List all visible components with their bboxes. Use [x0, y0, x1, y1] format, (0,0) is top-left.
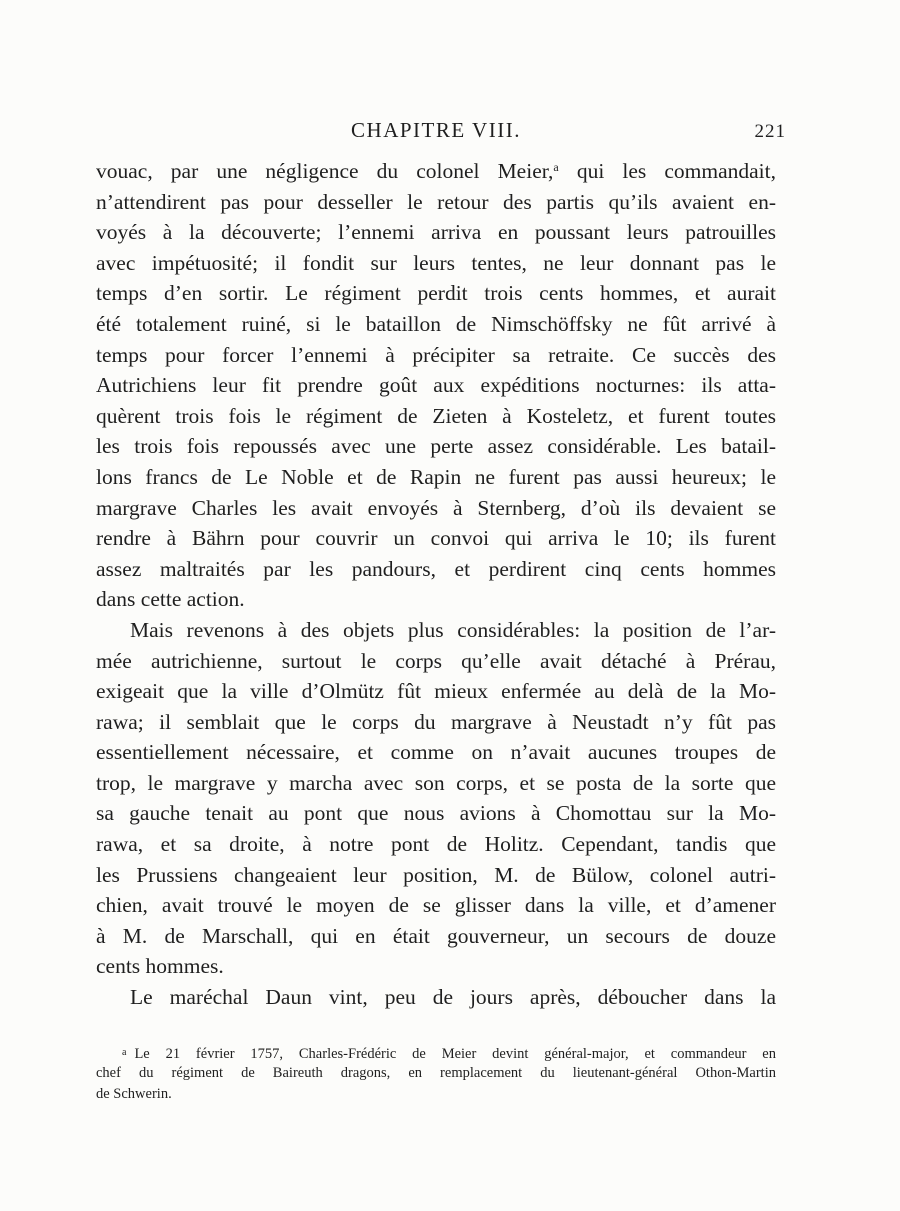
- page-number: 221: [754, 121, 786, 142]
- text-line: n’attendirent pas pour desseller le retour des partis qu’ils avaient en-: [96, 189, 776, 214]
- text-line: à M. de Marschall, qui en était gouverneur, un secours de douze: [96, 923, 776, 948]
- text-line: été totalement ruiné, si le bataillon de Nimschöffsky ne fût arrivé à: [96, 311, 776, 336]
- text-line: rawa; il semblait que le corps du margrave à Neustadt n’y fût pas: [96, 709, 776, 734]
- text-line: sa gauche tenait au pont que nous avions à Chomottau sur la Mo-: [96, 801, 776, 826]
- text-line: les trois fois repoussés avec une perte assez considérable. Les batail-: [96, 434, 776, 459]
- chapter-title: CHAPITRE VIII.: [351, 118, 521, 142]
- footnote-line: $^a$ Le 21 février 1757, Charles-Frédéric de Meier devint général-major, et commandeur en: [122, 1046, 776, 1062]
- footnote-line: de Schwerin.: [96, 1086, 172, 1102]
- paragraph-2: [96, 615, 776, 982]
- paragraph-3: [96, 982, 776, 1013]
- text-line: lons francs de Le Noble et de Rapin ne furent pas aussi heureux; le: [96, 464, 776, 489]
- text-line: Le maréchal Daun vint, peu de jours après, déboucher dans la: [130, 985, 776, 1010]
- footnote-line: chef du régiment de Baireuth dragons, en remplacement du lieutenant-général Othon-Martin: [96, 1065, 776, 1081]
- text-line: margrave Charles les avait envoyés à Sternberg, d’où ils devaient se: [96, 495, 776, 520]
- text-line: temps d’en sortir. Le régiment perdit trois cents hommes, et aurait: [96, 281, 776, 306]
- footnotes: [96, 1042, 776, 1105]
- footnote-marker: a: [122, 1047, 127, 1058]
- running-head: [96, 118, 786, 148]
- text-line: mée autrichienne, surtout le corps qu’elle avait détaché à Prérau,: [96, 648, 776, 673]
- paragraph-1: [96, 156, 776, 615]
- footnote-mark: a: [553, 160, 559, 174]
- text-line: avec impétuosité; il fondit sur leurs tentes, ne leur donnant pas le: [96, 250, 776, 275]
- text-line: voyés à la découverte; l’ennemi arriva en poussant leurs patrouilles: [96, 220, 776, 245]
- text-line: les Prussiens changeaient leur position, M. de Bülow, colonel autri-: [96, 862, 776, 887]
- text-line: rendre à Bährn pour couvrir un convoi qui arriva le 10; ils furent: [96, 526, 776, 551]
- text-line: assez maltraités par les pandours, et perdirent cinq cents hommes: [96, 556, 776, 581]
- text-line: dans cette action.: [96, 587, 245, 612]
- text-line: trop, le margrave y marcha avec son corps, et se posta de la sorte que: [96, 770, 776, 795]
- text-line: cents hommes.: [96, 954, 224, 979]
- text-line: chien, avait trouvé le moyen de se glisser dans la ville, et d’amener: [96, 893, 776, 918]
- text-line: vouac, par une négligence du colonel Meier,$^a$ qui les commandait,: [96, 159, 776, 183]
- text-line: temps pour forcer l’ennemi à précipiter sa retraite. Ce succès des: [96, 342, 776, 367]
- text-line: essentiellement nécessaire, et comme on n’avait aucunes troupes de: [96, 740, 776, 765]
- text-line: rawa, et sa droite, à notre pont de Holitz. Cependant, tandis que: [96, 832, 776, 857]
- text-line: exigeait que la ville d’Olmütz fût mieux enfermée au delà de la Mo-: [96, 679, 776, 704]
- body-text: [96, 156, 776, 1013]
- text-line: Mais revenons à des objets plus considérables: la position de l’ar-: [130, 617, 776, 642]
- text-line: Autrichiens leur fit prendre goût aux expéditions nocturnes: ils atta-: [96, 373, 776, 398]
- text-line: quèrent trois fois le régiment de Zieten à Kosteletz, et furent toutes: [96, 403, 776, 428]
